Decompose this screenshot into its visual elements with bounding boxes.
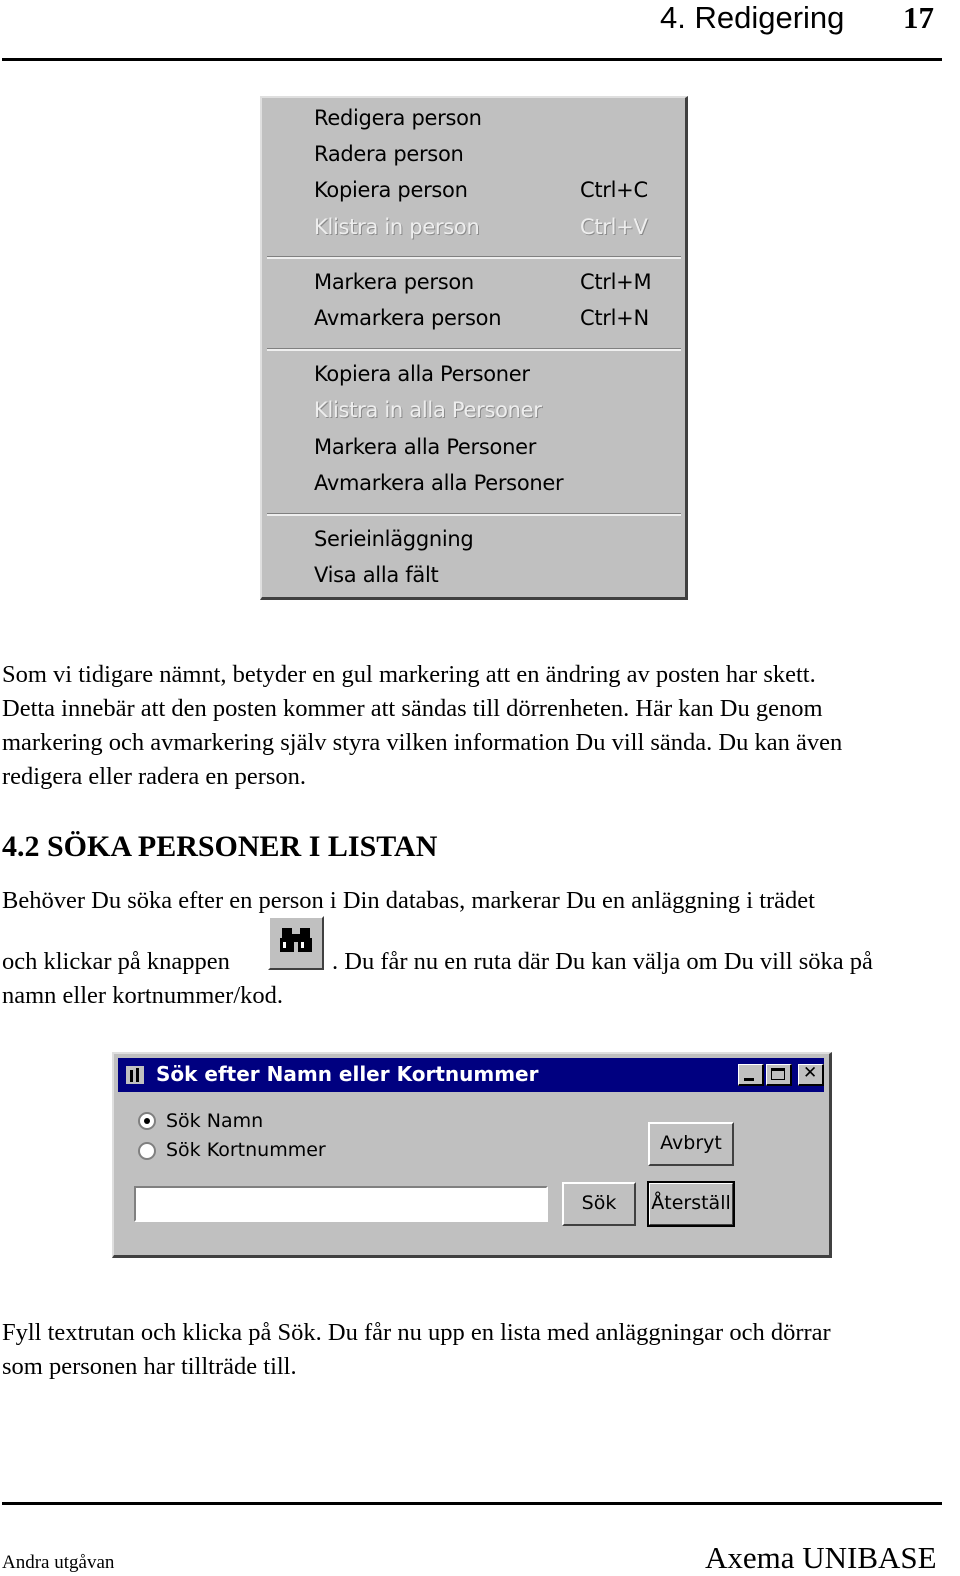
- radio-sok-kortnummer-label: Sök Kortnummer: [166, 1139, 326, 1161]
- maximize-button[interactable]: [766, 1064, 792, 1086]
- shortcut-avmarkera-person: Ctrl+N: [580, 306, 649, 330]
- menu-item-serieinlaggning[interactable]: Serieinläggning: [314, 527, 474, 551]
- menu-separator: [267, 348, 681, 351]
- menu-item-visa-alla-falt[interactable]: Visa alla fält: [314, 563, 439, 587]
- chapter-title: 4. Redigering: [660, 0, 845, 35]
- app-icon: [124, 1064, 146, 1086]
- menu-item-markera-person[interactable]: Markera person: [314, 270, 474, 294]
- text-line: Som vi tidigare nämnt, betyder en gul markering att en ändring av posten har skett.: [2, 661, 816, 688]
- menu-item-avmarkera-person[interactable]: Avmarkera person: [314, 306, 502, 330]
- menu-item-avmarkera-alla-personer[interactable]: Avmarkera alla Personer: [314, 471, 564, 495]
- shortcut-klistra-in-person: Ctrl+V: [580, 215, 648, 239]
- binoculars-icon: [270, 918, 322, 968]
- minimize-icon: [744, 1078, 754, 1081]
- minimize-button[interactable]: [738, 1064, 764, 1086]
- radio-selected-dot: [144, 1118, 150, 1124]
- paragraph-instruction: [2, 1316, 958, 1384]
- menu-item-kopiera-person[interactable]: Kopiera person: [314, 178, 468, 202]
- context-menu: [260, 96, 688, 600]
- search-button[interactable]: Sök: [562, 1182, 636, 1226]
- text-line: och klickar på knappen: [2, 948, 230, 975]
- reset-button[interactable]: Återställ: [648, 1182, 734, 1226]
- close-icon: ✕: [803, 1063, 818, 1083]
- footer-product: Axema UNIBASE: [705, 1540, 937, 1575]
- menu-item-markera-alla-personer[interactable]: Markera alla Personer: [314, 435, 537, 459]
- radio-sok-namn[interactable]: [138, 1112, 156, 1130]
- radio-sok-kortnummer[interactable]: [138, 1142, 156, 1160]
- section-heading: 4.2 SÖKA PERSONER I LISTAN: [2, 830, 438, 863]
- text-line: namn eller kortnummer/kod.: [2, 982, 283, 1009]
- maximize-icon: [771, 1068, 785, 1080]
- shortcut-kopiera-person: Ctrl+C: [580, 178, 648, 202]
- text-line: som personen har tillträde till.: [2, 1353, 297, 1380]
- text-line: Fyll textrutan och klicka på Sök. Du får nu upp en lista med anläggningar och dörrar: [2, 1319, 831, 1346]
- shortcut-markera-person: Ctrl+M: [580, 270, 652, 294]
- search-dialog: [112, 1052, 832, 1258]
- text-line: Behöver Du söka efter en person i Din databas, markerar Du en anläggning i trädet: [2, 887, 815, 914]
- radio-sok-namn-label: Sök Namn: [166, 1110, 264, 1132]
- page-number: 17: [903, 0, 934, 35]
- footer-edition: Andra utgåvan: [2, 1552, 115, 1573]
- menu-item-redigera-person[interactable]: Redigera person: [314, 106, 482, 130]
- menu-separator: [267, 256, 681, 259]
- cancel-button[interactable]: Avbryt: [648, 1122, 734, 1166]
- menu-separator: [267, 513, 681, 516]
- text-line: . Du får nu en ruta där Du kan välja om Du vill söka på: [332, 948, 873, 975]
- menu-item-radera-person[interactable]: Radera person: [314, 142, 464, 166]
- text-line: markering och avmarkering själv styra vilken information Du vill sända. Du kan även: [2, 729, 843, 756]
- menu-item-klistra-in-person[interactable]: Klistra in person: [314, 215, 480, 239]
- dialog-title: Sök efter Namn eller Kortnummer: [156, 1062, 539, 1086]
- search-input[interactable]: [134, 1186, 548, 1222]
- binoculars-search-button[interactable]: [268, 916, 324, 970]
- paragraph-intro: [2, 658, 958, 794]
- menu-item-klistra-in-alla-personer[interactable]: Klistra in alla Personer: [314, 398, 542, 422]
- footer-rule: [2, 1502, 942, 1505]
- text-line: redigera eller radera en person.: [2, 763, 307, 790]
- header-rule: [2, 58, 942, 61]
- menu-item-kopiera-alla-personer[interactable]: Kopiera alla Personer: [314, 362, 530, 386]
- close-button[interactable]: [798, 1064, 824, 1086]
- text-line: Detta innebär att den posten kommer att sändas till dörrenheten. Här kan Du genom: [2, 695, 823, 722]
- dialog-titlebar[interactable]: [118, 1058, 824, 1092]
